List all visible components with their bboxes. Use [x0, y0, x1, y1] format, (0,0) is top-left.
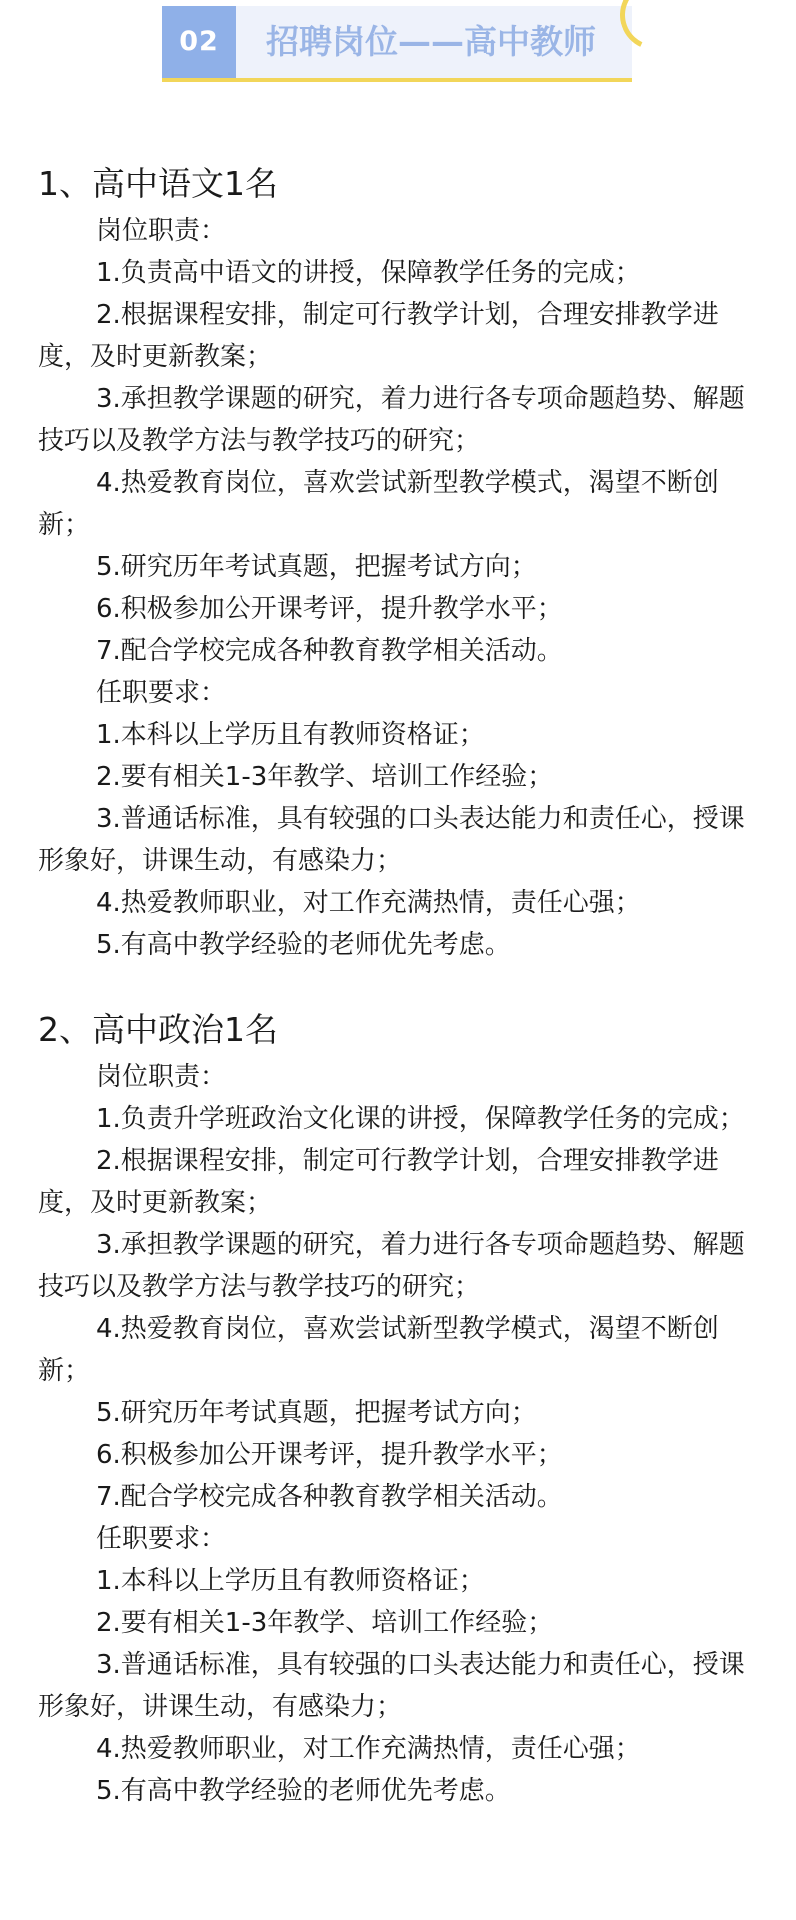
duty-item: 4.热爱教育岗位，喜欢尝试新型教学模式，渴望不断创新； [38, 468, 719, 540]
duty-item: 1.负责高中语文的讲授，保障教学任务的完成； [96, 258, 641, 288]
duty-item: 3.承担教学课题的研究，着力进行各专项命题趋势、解题技巧以及教学方法与教学技巧的研究； [38, 1230, 745, 1302]
requirement-item: 3.普通话标准，具有较强的口头表达能力和责任心，授课形象好，讲课生动，有感染力； [38, 1650, 745, 1722]
requirement-item: 1.本科以上学历且有教师资格证； [96, 1566, 485, 1596]
duty-item: 1.负责升学班政治文化课的讲授，保障教学任务的完成； [96, 1104, 745, 1134]
job-title: 1、高中语文1名 [38, 164, 278, 203]
duty-item: 7.配合学校完成各种教育教学相关活动。 [96, 636, 563, 666]
job-section-politics [38, 1004, 762, 1812]
requirement-item: 1.本科以上学历且有教师资格证； [96, 720, 485, 750]
duty-item: 5.研究历年考试真题，把握考试方向； [96, 1398, 537, 1428]
job-listing [38, 158, 762, 1812]
duties-heading: 岗位职责： [96, 216, 227, 246]
duties-heading: 岗位职责： [96, 1062, 227, 1092]
requirement-item: 4.热爱教师职业，对工作充满热情，责任心强； [96, 888, 641, 918]
banner-title: 招聘岗位——高中教师 [266, 22, 596, 61]
requirement-item: 2.要有相关1-3年教学、培训工作经验； [96, 1608, 554, 1638]
banner-number: 02 [162, 6, 236, 78]
duty-item: 6.积极参加公开课考评，提升教学水平； [96, 594, 563, 624]
requirement-item: 3.普通话标准，具有较强的口头表达能力和责任心，授课形象好，讲课生动，有感染力； [38, 804, 745, 876]
job-section-chinese [38, 158, 762, 966]
duty-item: 7.配合学校完成各种教育教学相关活动。 [96, 1482, 563, 1512]
requirements-heading: 任职要求： [96, 678, 227, 708]
job-title: 2、高中政治1名 [38, 1010, 278, 1049]
duty-item: 4.热爱教育岗位，喜欢尝试新型教学模式，渴望不断创新； [38, 1314, 719, 1386]
requirement-item: 4.热爱教师职业，对工作充满热情，责任心强； [96, 1734, 641, 1764]
duty-item: 3.承担教学课题的研究，着力进行各专项命题趋势、解题技巧以及教学方法与教学技巧的研究； [38, 384, 745, 456]
requirements-heading: 任职要求： [96, 1524, 227, 1554]
requirement-item: 5.有高中教学经验的老师优先考虑。 [96, 1776, 511, 1806]
duty-item: 2.根据课程安排，制定可行教学计划，合理安排教学进度，及时更新教案； [38, 1146, 719, 1218]
duty-item: 5.研究历年考试真题，把握考试方向； [96, 552, 537, 582]
requirement-item: 2.要有相关1-3年教学、培训工作经验； [96, 762, 554, 792]
duty-item: 6.积极参加公开课考评，提升教学水平； [96, 1440, 563, 1470]
section-banner [162, 6, 632, 82]
requirement-item: 5.有高中教学经验的老师优先考虑。 [96, 930, 511, 960]
duty-item: 2.根据课程安排，制定可行教学计划，合理安排教学进度，及时更新教案； [38, 300, 719, 372]
